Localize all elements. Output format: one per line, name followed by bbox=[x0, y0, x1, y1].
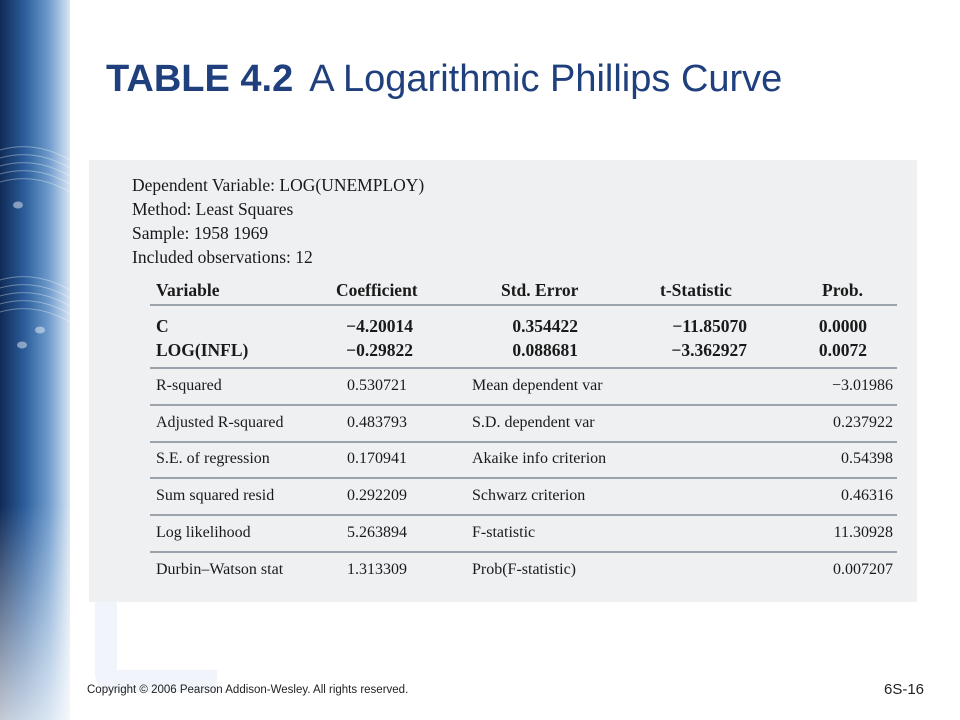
statistic-row bbox=[150, 442, 897, 478]
statistic-row bbox=[150, 479, 897, 515]
stat-cell-label: Log likelihood bbox=[156, 523, 251, 541]
background-watermark bbox=[95, 600, 217, 692]
stat-cell-value2: 0.237922 bbox=[833, 413, 893, 431]
statistic-row bbox=[150, 553, 897, 589]
stat-cell-value2: −3.01986 bbox=[831, 377, 893, 394]
coef-cell-coefficient: −4.20014 bbox=[346, 316, 413, 336]
column-header: Std. Error bbox=[501, 280, 579, 300]
copyright-notice: Copyright © 2006 Pearson Addison-Wesley. All rights reserved. bbox=[87, 684, 409, 696]
stat-cell-value2: 0.46316 bbox=[841, 487, 893, 505]
coef-cell-std-error: 0.088681 bbox=[512, 340, 578, 360]
stat-cell-label2: Akaike info criterion bbox=[472, 450, 607, 468]
stat-cell-value: 0.530721 bbox=[347, 377, 407, 394]
coef-cell-coefficient: −0.29822 bbox=[346, 340, 413, 360]
stat-cell-label2: Mean dependent var bbox=[472, 377, 603, 394]
coef-cell-t-stat: −3.362927 bbox=[671, 340, 747, 360]
stat-cell-value: 0.483793 bbox=[347, 413, 407, 431]
stat-cell-value: 0.170941 bbox=[347, 450, 407, 468]
statistic-row bbox=[150, 516, 897, 552]
stat-cell-value2: 11.30928 bbox=[833, 523, 893, 541]
stat-cell-label: Sum squared resid bbox=[156, 487, 275, 505]
table-rule bbox=[150, 304, 897, 306]
stat-cell-label: R-squared bbox=[156, 377, 222, 394]
statistic-row bbox=[150, 369, 897, 405]
metadata-line: Dependent Variable: LOG(UNEMPLOY) bbox=[132, 175, 425, 195]
coefficient-row bbox=[150, 340, 897, 366]
stat-cell-value2: 0.007207 bbox=[833, 560, 893, 578]
coef-cell-prob: 0.0072 bbox=[818, 340, 867, 360]
coef-cell-t-stat: −11.85070 bbox=[672, 316, 747, 336]
column-header: t-Statistic bbox=[660, 280, 732, 300]
metadata-line: Sample: 1958 1969 bbox=[132, 223, 269, 243]
slide-title bbox=[106, 58, 782, 101]
stat-cell-label: Adjusted R-squared bbox=[156, 413, 284, 431]
stat-cell-label: Durbin–Watson stat bbox=[156, 560, 284, 578]
coef-cell-variable: LOG(INFL) bbox=[156, 340, 249, 360]
table-header-row bbox=[150, 272, 897, 306]
stat-cell-value: 0.292209 bbox=[347, 487, 407, 505]
coefficient-row bbox=[150, 316, 897, 342]
stat-cell-label: S.E. of regression bbox=[156, 450, 270, 468]
table-title: A Logarithmic Phillips Curve bbox=[309, 58, 783, 100]
metadata-line: Included observations: 12 bbox=[132, 247, 313, 267]
coef-cell-variable: C bbox=[156, 316, 169, 336]
stat-cell-label2: Prob(F-statistic) bbox=[472, 560, 576, 578]
slide-number: 6S-16 bbox=[884, 681, 925, 698]
stat-cell-value: 1.313309 bbox=[347, 560, 407, 578]
coef-cell-prob: 0.0000 bbox=[818, 316, 867, 336]
column-header: Prob. bbox=[822, 280, 863, 300]
statistic-row bbox=[150, 406, 897, 442]
coef-cell-std-error: 0.354422 bbox=[512, 316, 578, 336]
stat-cell-value: 5.263894 bbox=[347, 523, 407, 541]
stat-cell-label2: S.D. dependent var bbox=[472, 413, 595, 431]
decorative-side-strip bbox=[0, 0, 70, 720]
stat-cell-value2: 0.54398 bbox=[841, 450, 893, 468]
column-header: Variable bbox=[156, 280, 220, 300]
regression-metadata bbox=[132, 173, 424, 269]
table-number: TABLE 4.2 bbox=[106, 58, 294, 100]
stat-cell-label2: F-statistic bbox=[472, 523, 536, 541]
metadata-line: Method: Least Squares bbox=[132, 199, 294, 219]
stat-cell-label2: Schwarz criterion bbox=[472, 487, 586, 505]
column-header: Coefficient bbox=[336, 280, 418, 300]
